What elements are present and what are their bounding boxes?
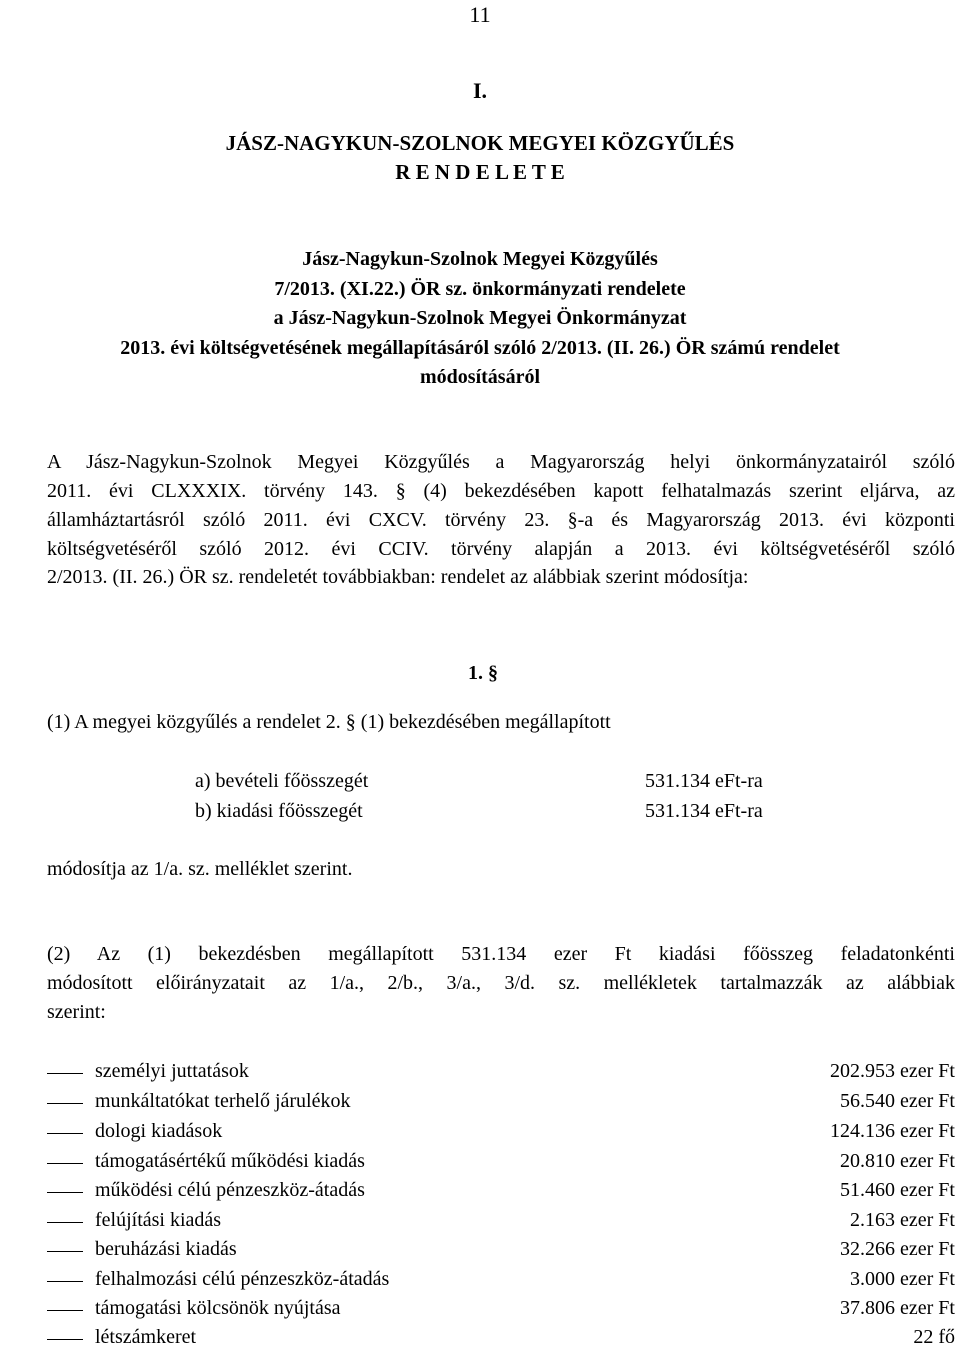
section-heading: 1. § [468, 662, 498, 684]
dash-bullet [47, 1192, 83, 1193]
dash-bullet [47, 1310, 83, 1311]
section-numeral: I. [472, 78, 488, 103]
preamble-line: államháztartásról szóló 2011. évi CXCV. törvény 23. §-a és Magyarország 2013. évi központi [47, 509, 955, 531]
title-line-2: 7/2013. (XI.22.) ÖR sz. önkormányzati rendelete [274, 278, 686, 300]
preamble-line: 2011. évi CLXXXIX. törvény 143. § (4) bekezdésében kapott felhatalmazás szerint eljárva, az [47, 480, 955, 502]
paragraph-2-line: szerint: [47, 1001, 106, 1023]
amount-value: 531.134 eFt-ra [645, 800, 763, 822]
item-label: felhalmozási célú pénzeszköz-átadás [95, 1268, 390, 1290]
item-label: támogatásértékű működési kiadás [95, 1150, 365, 1172]
header-title: JÁSZ-NAGYKUN-SZOLNOK MEGYEI KÖZGYŰLÉS [225, 131, 735, 155]
page-number: 11 [469, 2, 491, 27]
amount-label: b) kiadási főösszegét [195, 800, 363, 822]
item-label: felújítási kiadás [95, 1209, 222, 1231]
item-label: működési célú pénzeszköz-átadás [95, 1179, 365, 1201]
item-label: személyi juttatások [95, 1060, 249, 1082]
title-line-4: 2013. évi költségvetésének megállapításáról szóló 2/2013. (II. 26.) ÖR számú rendelet [120, 337, 840, 359]
item-value: 2.163 ezer Ft [850, 1209, 955, 1231]
title-line-3: a Jász-Nagykun-Szolnok Megyei Önkormányzat [273, 307, 687, 329]
header-subtitle: R E N D E L E T E [395, 160, 565, 184]
item-value: 37.806 ezer Ft [840, 1297, 955, 1319]
item-value: 3.000 ezer Ft [850, 1268, 955, 1290]
closing-text: módosítja az 1/a. sz. melléklet szerint. [47, 858, 353, 880]
dash-bullet [47, 1339, 83, 1340]
item-label: munkáltatókat terhelő járulékok [95, 1090, 351, 1112]
title-line-1: Jász-Nagykun-Szolnok Megyei Közgyűlés [302, 248, 658, 270]
item-value: 20.810 ezer Ft [840, 1150, 955, 1172]
dash-bullet [47, 1133, 83, 1134]
item-value: 51.460 ezer Ft [840, 1179, 955, 1201]
item-label: dologi kiadások [95, 1120, 223, 1142]
item-label: létszámkeret [95, 1326, 197, 1348]
dash-bullet [47, 1222, 83, 1223]
item-label: támogatási kölcsönök nyújtása [95, 1297, 341, 1319]
item-value: 22 fő [913, 1326, 955, 1348]
item-value: 56.540 ezer Ft [840, 1090, 955, 1112]
dash-bullet [47, 1281, 83, 1282]
amount-label: a) bevételi főösszegét [195, 770, 369, 792]
paragraph-2-line: módosított előirányzatait az 1/a., 2/b., 3/a., 3/d. sz. mellékletek tartalmazzák az alábbiak [47, 972, 955, 994]
preamble-line: 2/2013. (II. 26.) ÖR sz. rendeletét továbbiakban: rendelet az alábbiak szerint módosítja: [47, 566, 749, 588]
dash-bullet [47, 1073, 83, 1074]
paragraph-1: (1) A megyei közgyűlés a rendelet 2. § (1) bekezdésében megállapított [47, 711, 611, 733]
title-line-5: módosításáról [420, 366, 540, 388]
dash-bullet [47, 1163, 83, 1164]
preamble-line: költségvetéséről szóló 2012. évi CCIV. törvény alapján a 2013. évi költségvetéséről szóló [47, 538, 955, 560]
amount-value: 531.134 eFt-ra [645, 770, 763, 792]
item-label: beruházási kiadás [95, 1238, 237, 1260]
dash-bullet [47, 1251, 83, 1252]
paragraph-2-line: (2) Az (1) bekezdésben megállapított 531.134 ezer Ft kiadási főösszeg feladatonkénti [47, 943, 955, 965]
dash-bullet [47, 1103, 83, 1104]
preamble-line: A Jász-Nagykun-Szolnok Megyei Közgyűlés a Magyarország helyi önkormányzatairól szóló [47, 451, 955, 473]
item-value: 124.136 ezer Ft [830, 1120, 955, 1142]
item-value: 202.953 ezer Ft [830, 1060, 955, 1082]
item-value: 32.266 ezer Ft [840, 1238, 955, 1260]
